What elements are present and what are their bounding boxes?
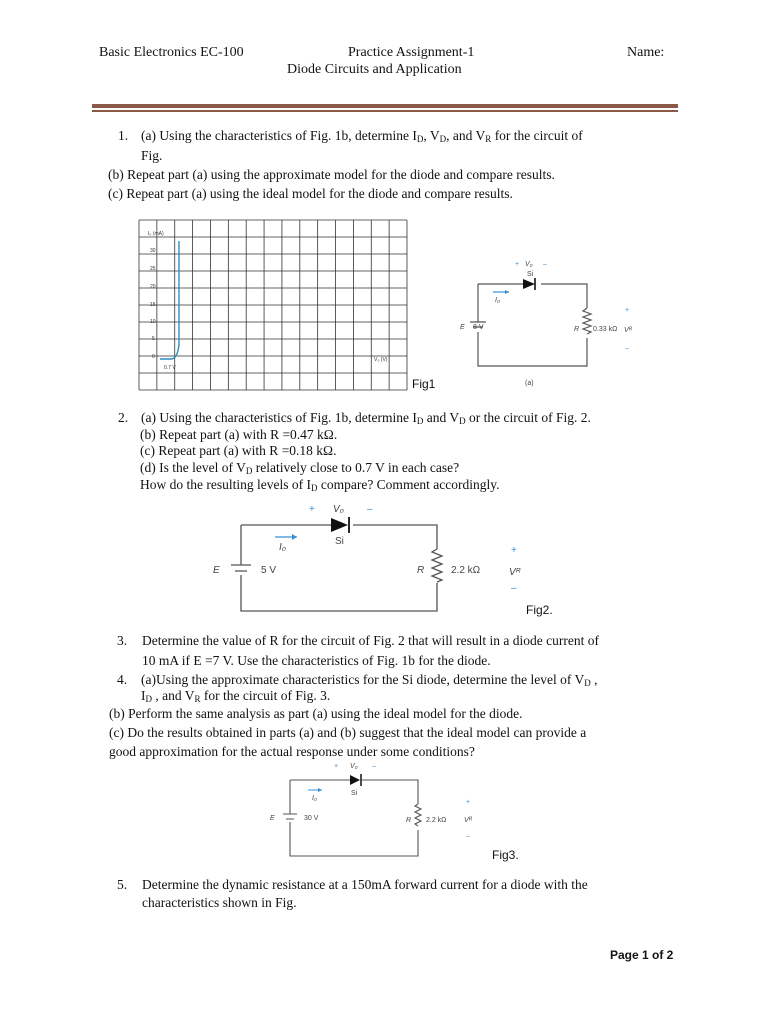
fig1-label: Fig1 <box>412 377 436 391</box>
svg-text:E: E <box>213 565 220 576</box>
ytick: 30 <box>150 248 156 254</box>
svg-text:30 V: 30 V <box>304 815 319 822</box>
diode-icon <box>350 775 360 785</box>
q4-part-c1: (c) Do the results obtained in parts (a) and (b) suggest that the ideal model can provide a <box>109 725 587 740</box>
svg-text:5 V: 5 V <box>261 565 277 576</box>
header-rule-thick <box>92 104 678 108</box>
svg-text:–: – <box>466 833 470 840</box>
ytick: 15 <box>150 302 156 308</box>
svg-text:–: – <box>625 345 629 352</box>
q4-part-b: (b) Perform the same analysis as part (a) using the ideal model for the diode. <box>109 706 523 721</box>
diode-curve <box>160 241 179 359</box>
svg-text:+: + <box>334 763 339 770</box>
q5-line2: characteristics shown in Fig. <box>142 895 297 910</box>
xtick-knee: 0.7 V <box>164 365 176 371</box>
svg-text:+: + <box>625 307 630 314</box>
assignment-title: Practice Assignment-1 <box>348 45 475 60</box>
q3-number: 3. <box>117 633 128 648</box>
ytick: 20 <box>150 284 156 290</box>
assignment-subtitle: Diode Circuits and Application <box>287 62 462 77</box>
diode-icon <box>331 518 348 532</box>
q2-part-c: (c) Repeat part (a) with R =0.18 kΩ. <box>140 443 337 458</box>
svg-text:+: + <box>511 545 517 556</box>
q5-number: 5. <box>117 877 128 892</box>
svg-text:R: R <box>406 817 412 824</box>
fig1a-circuit <box>455 252 645 392</box>
q3-line1: Determine the value of R for the circuit of Fig. 2 that will result in a diode current of <box>142 633 599 648</box>
q2-part-b: (b) Repeat part (a) with R =0.47 kΩ. <box>140 427 338 442</box>
svg-text:Vᴿ: Vᴿ <box>464 817 472 824</box>
q2-part-a: (a) Using the characteristics of Fig. 1b, determine $I_D$ and $V_D$ or the circuit of Fig. 2. <box>141 410 591 426</box>
q4-part-a-cont: $I_D$ , and $V_R$ for the circuit of Fig. 3. <box>141 688 331 704</box>
svg-text:I₀: I₀ <box>279 542 286 553</box>
svg-text:0.33 kΩ: 0.33 kΩ <box>593 326 618 333</box>
q2-number: 2. <box>118 410 129 425</box>
diode-icon <box>523 279 535 289</box>
name-label: Name: <box>627 45 665 60</box>
svg-text:2.2 kΩ: 2.2 kΩ <box>451 565 481 576</box>
svg-text:–: – <box>511 583 517 594</box>
q4-number: 4. <box>117 672 128 687</box>
q1-number: 1. <box>118 128 129 143</box>
q5-line1: Determine the dynamic resistance at a 150mA forward current for a diode with the <box>142 877 588 892</box>
q4-part-a: (a)Using the approximate characteristics for the Si diode, determine the level of $V_D$ , <box>141 672 598 688</box>
q1-part-c: (c) Repeat part (a) using the ideal model for the diode and compare results. <box>108 186 513 201</box>
q1-part-a-cont: Fig. <box>141 148 163 163</box>
ytick: 0 <box>152 354 155 360</box>
fig3-circuit <box>262 758 482 862</box>
svg-text:+: + <box>515 261 520 268</box>
svg-text:–: – <box>372 763 376 770</box>
svg-text:E: E <box>270 815 275 822</box>
svg-text:+: + <box>309 504 315 515</box>
graph-ylabel: I₀ (mA) <box>148 231 164 237</box>
q1-part-a: (a) Using the characteristics of Fig. 1b, determine $I_D$, $V_D$, and $V_R$ for the circuit of <box>141 128 583 144</box>
svg-text:2.2 kΩ: 2.2 kΩ <box>426 817 447 824</box>
svg-text:Vᴿ: Vᴿ <box>624 327 632 334</box>
svg-text:+: + <box>466 799 471 806</box>
current-arrow-icon <box>318 788 322 792</box>
ytick: 25 <box>150 266 156 272</box>
q2-part-e: How do the resulting levels of $I_D$ compare? Comment accordingly. <box>140 477 500 493</box>
svg-text:(a): (a) <box>525 380 534 387</box>
svg-text:V₀: V₀ <box>333 504 344 515</box>
svg-text:I₀: I₀ <box>312 795 317 802</box>
header-rule-thin <box>92 110 678 112</box>
svg-text:R: R <box>417 565 425 576</box>
svg-text:V₀: V₀ <box>350 763 358 770</box>
course-title: Basic Electronics EC-100 <box>99 45 244 60</box>
q1-part-b: (b) Repeat part (a) using the approximate model for the diode and compare results. <box>108 167 555 182</box>
fig1b-characteristic-graph <box>138 219 410 393</box>
x-axis-label: V₀ (V) <box>374 357 388 363</box>
svg-text:Vᴿ: Vᴿ <box>509 567 521 578</box>
q4-part-c2: good approximation for the actual response under some conditions? <box>109 744 475 759</box>
svg-text:–: – <box>543 261 547 268</box>
q2-part-d: (d) Is the level of $V_D$ relatively close to 0.7 V in each case? <box>140 460 460 476</box>
fig3-label: Fig3. <box>492 848 519 862</box>
svg-text:8 V: 8 V <box>473 324 484 331</box>
ytick: 10 <box>150 319 156 325</box>
svg-text:V₀: V₀ <box>525 261 533 268</box>
svg-text:–: – <box>367 504 373 515</box>
current-arrow-icon <box>505 290 509 294</box>
svg-text:Si: Si <box>351 790 358 797</box>
fig2-circuit <box>205 497 545 617</box>
q3-line2: 10 mA if E =7 V. Use the characteristics of Fig. 1b for the diode. <box>142 653 491 668</box>
page-number: Page 1 of 2 <box>610 948 674 962</box>
svg-text:Si: Si <box>527 271 534 278</box>
current-arrow-icon <box>292 534 297 540</box>
svg-text:I₀: I₀ <box>495 297 500 304</box>
ytick: 5 <box>152 336 155 342</box>
fig2-label: Fig2. <box>526 603 553 617</box>
svg-text:E: E <box>460 324 465 331</box>
svg-text:Si: Si <box>335 536 344 547</box>
svg-text:R: R <box>574 326 580 333</box>
